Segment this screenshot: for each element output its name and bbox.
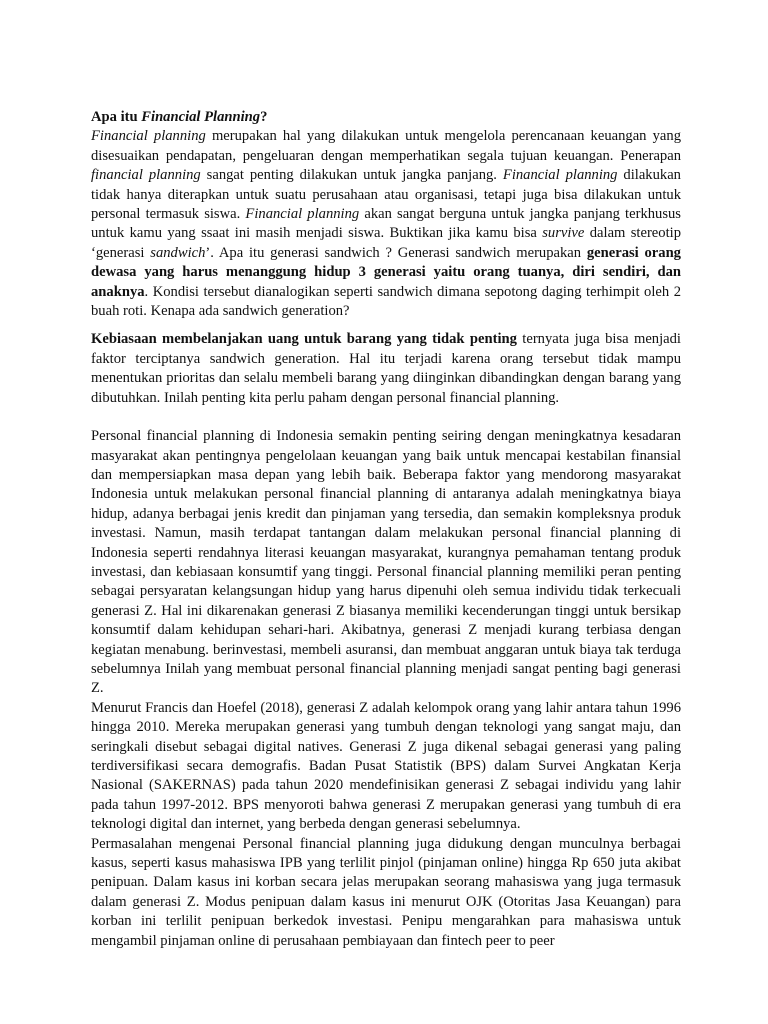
p1-text-6: ’. Apa itu generasi sandwich ? Generasi sandwich merupakan [205, 244, 587, 261]
p1-bold: generasi orang dewasa yang harus menanggung hidup 3 generasi yaitu orang tuanya, diri sendiri, dan anaknya [91, 244, 681, 300]
title-prefix: Apa itu [91, 109, 142, 125]
paragraph-4: Menurut Francis dan Hoefel (2018), generasi Z adalah kelompok orang yang lahir antara tahun 1996 hingga 2010. Mereka merupakan generasi yang tumbuh dengan teknologi yang sangat maju, dan seringkali disebut sebagai digital natives. Generasi Z juga dikenal sebagai generasi yang paling terdiversifikasi secara demografis. Badan Pusat Statistik (BPS) dalam Survei Angkatan Kerja Nasional (SAKERNAS) pada tahun 2020 mendefinisikan generasi Z sebagai individu yang lahir pada tahun 1997-2012. BPS menyoroti bahwa generasi Z merupakan generasi yang tumbuh di era teknologi digital dan internet, yang berbeda dengan generasi sebelumnya. [91, 699, 681, 833]
p1-text-4: akan sangat berguna untuk jangka panjang terkhusus untuk kamu yang ssaat ini masih menjadi siswa. Buktikan jika kamu bisa [91, 206, 681, 242]
p1-term-6: sandwich [150, 244, 206, 261]
p1-term-4: Financial planning [245, 206, 360, 223]
paragraph-1 [91, 127, 681, 321]
paragraph-2 [91, 330, 681, 408]
p1-term-1: Financial planning [91, 128, 206, 145]
title-term: Financial Planning [141, 109, 261, 125]
page-title [91, 108, 681, 127]
p1-text-2: sangat penting dilakukan untuk jangka panjang. [200, 167, 503, 184]
p1-text-3: dilakukan tidak hanya diterapkan untuk suatu perusahaan atau organisasi, tetapi juga bisa dilakukan untuk personal termasuk siswa. [91, 167, 681, 223]
title-suffix: ? [260, 109, 268, 125]
p1-term-3: Financial planning [502, 167, 618, 184]
paragraph-3: Personal financial planning di Indonesia semakin penting seiring dengan meningkatnya kesadaran masyarakat akan pentingnya pengelolaan keuangan yang baik untuk mencapai kestabilan finansial dan mempersiapkan masa depan yang lebih baik. Beberapa faktor yang mendorong masyarakat Indonesia untuk melakukan personal financial planning di antaranya adalah meningkatnya biaya hidup, adanya berbagai jenis kredit dan pinjaman yang tersedia, dan semakin kompleksnya produk investasi. Namun, masih terdapat tantangan dalam melakukan personal financial planning di Indonesia seperti rendahnya literasi keuangan masyarakat, kurangnya pemahaman tentang produk investasi, dan kebiasaan konsumtif yang tinggi. Personal financial planning memiliki peran penting sebagai persyaratan kelangsungan hidup yang harus dipenuhi oleh semua individu tidak terkecuali generasi Z. Hal ini dikarenakan generasi Z biasanya memiliki kecenderungan tinggi untuk bersikap konsumtif dalam kehidupan sehari-hari. Akibatnya, generasi Z menjadi kurang terbiasa dengan kegiatan menabung. berinvestasi, membeli asuransi, dan membuat anggaran untuk biaya tak terduga sebelumnya Inilah yang membuat personal financial planning menjadi sangat penting bagi generasi Z. [91, 428, 681, 697]
p1-text-5: dalam stereotip ‘generasi [91, 225, 681, 261]
p1-text-1: merupakan hal yang dilakukan untuk mengelola perencanaan keuangan yang disesuaikan pendapatan, pengeluaran dengan memperhatikan segala tujuan keuangan. Penerapan [91, 128, 681, 164]
p2-bold: Kebiasaan membelanjakan uang untuk barang yang tidak penting [91, 331, 517, 348]
p1-term-2: financial planning [91, 167, 201, 184]
document-page [91, 108, 681, 951]
p1-end: . Kondisi tersebut dianalogikan seperti sandwich dimana sepotong daging terhimpit oleh 2 buah roti. Kenapa ada sandwich generation? [91, 283, 681, 320]
p1-term-5: survive [542, 225, 585, 242]
paragraph-5: Permasalahan mengenai Personal financial planning juga didukung dengan munculnya berbagai kasus, seperti kasus mahasiswa IPB yang terlilit pinjol (pinjaman online) hingga Rp 650 juta akibat penipuan. Dalam kasus ini korban secara jelas merupakan seorang mahasiswa yang juga termasuk dalam generasi Z. Modus penipuan dalam kasus ini menurut OJK (Otoritas Jasa Keuangan) para korban ini terlilit penipuan berkedok investasi. Penipu mengarahkan para mahasiswa untuk mengambil pinjaman online di perusahaan pembiayaan dan fintech peer to peer [91, 835, 681, 949]
p2-text: ternyata juga bisa menjadi faktor terciptanya sandwich generation. Hal itu terjadi karena orang tersebut tidak mampu menentukan prioritas dan selalu membeli barang yang diinginkan dibandingkan dengan barang yang dibutuhkan. Inilah penting kita perlu paham dengan personal financial planning. [91, 331, 681, 406]
